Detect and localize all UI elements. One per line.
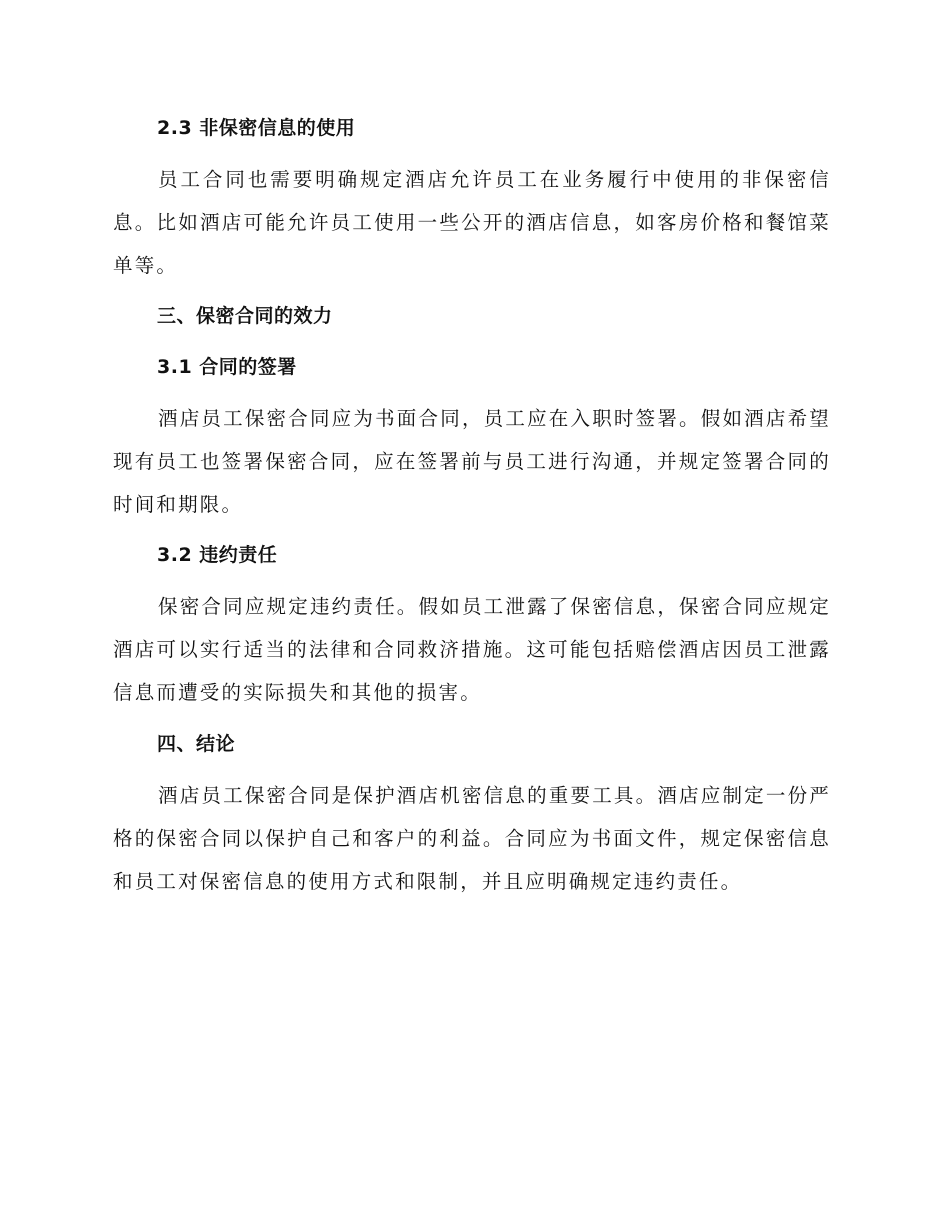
section-heading-3-1: 3.1 合同的签署 bbox=[157, 356, 297, 378]
section-paragraph-3-2: 保密合同应规定违约责任。假如员工泄露了保密信息，保密合同应规定酒店可以实行适当的法律和合同救济措施。这可能包括赔偿酒店因员工泄露信息而遭受的实际损失和其他的损害。 bbox=[113, 595, 831, 704]
section-heading-3-2: 3.2 违约责任 bbox=[157, 544, 278, 566]
section-heading-2-3: 2.3 非保密信息的使用 bbox=[157, 117, 356, 139]
conclusion-paragraph: 酒店员工保密合同是保护酒店机密信息的重要工具。酒店应制定一份严格的保密合同以保护自己和客户的利益。合同应为书面文件，规定保密信息和员工对保密信息的使用方式和限制，并且应明确规定违约责任。 bbox=[113, 784, 831, 893]
chapter-heading-4: 四、结论 bbox=[157, 733, 236, 755]
section-paragraph-3-1: 酒店员工保密合同应为书面合同，员工应在入职时签署。假如酒店希望现有员工也签署保密合同，应在签署前与员工进行沟通，并规定签署合同的时间和期限。 bbox=[113, 407, 831, 516]
chapter-heading-3: 三、保密合同的效力 bbox=[157, 305, 333, 327]
section-paragraph-2-3: 员工合同也需要明确规定酒店允许员工在业务履行中使用的非保密信息。比如酒店可能允许员工使用一些公开的酒店信息，如客房价格和餐馆菜单等。 bbox=[113, 168, 831, 277]
